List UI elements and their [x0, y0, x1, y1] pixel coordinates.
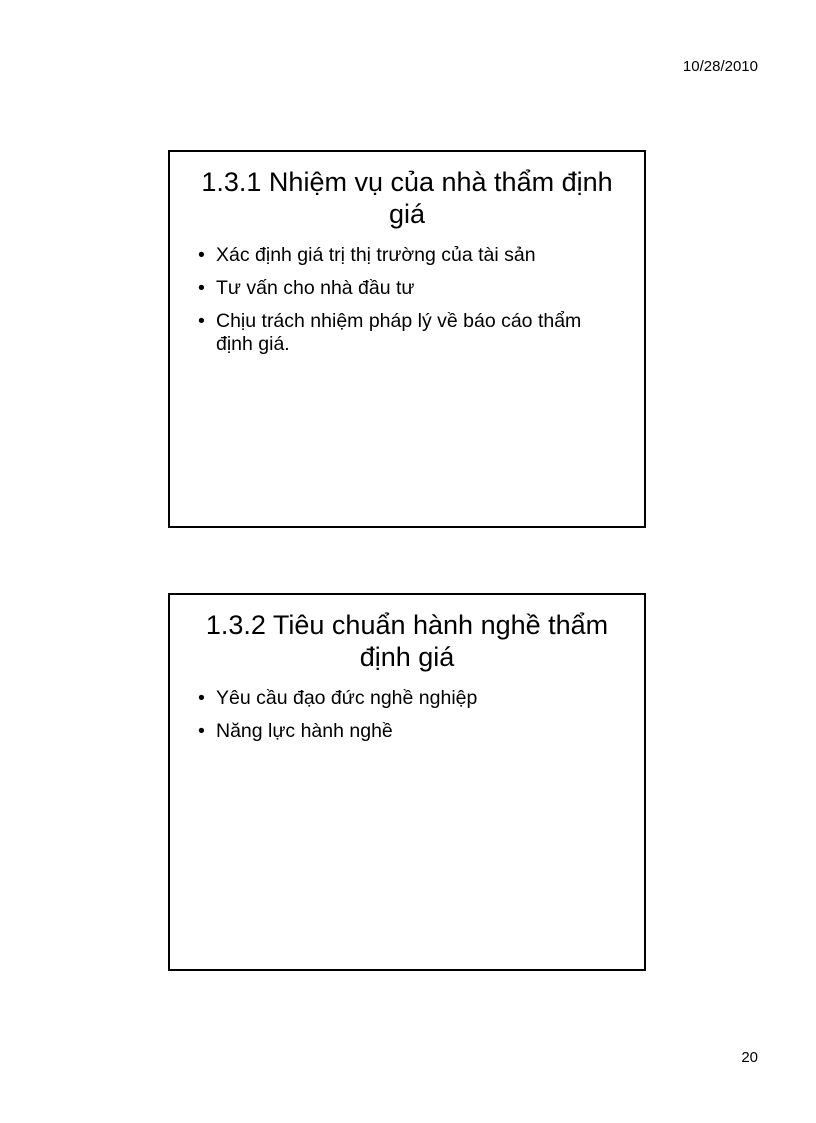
bullet-text: Chịu trách nhiệm pháp lý về báo cáo thẩm định giá.	[216, 310, 582, 355]
slide-title: 1.3.2 Tiêu chuẩn hành nghề thẩm định giá	[205, 610, 609, 672]
slide-title: 1.3.1 Nhiệm vụ của nhà thẩm định giá	[201, 167, 613, 229]
bullet-dot-icon: •	[198, 310, 205, 332]
bullet-list	[170, 687, 644, 743]
bullet-dot-icon: •	[198, 277, 205, 299]
slide-1	[168, 150, 646, 528]
bullet-text: Năng lực hành nghề	[216, 720, 393, 742]
bullet-item	[198, 310, 620, 356]
bullet-text: Xác định giá trị thị trường của tài sản	[216, 244, 536, 266]
bullet-dot-icon: •	[198, 244, 205, 266]
page-date: 10/28/2010	[682, 58, 758, 75]
bullet-dot-icon: •	[198, 720, 205, 742]
bullet-list	[170, 244, 644, 356]
bullet-item	[198, 244, 620, 267]
slide-2	[168, 593, 646, 971]
bullet-text: Yêu cầu đạo đức nghề nghiệp	[216, 687, 478, 709]
bullet-item	[198, 720, 620, 743]
bullet-text: Tư vấn cho nhà đầu tư	[216, 277, 415, 299]
page-number: 20	[741, 1049, 758, 1066]
bullet-item	[198, 687, 620, 710]
bullet-item	[198, 277, 620, 300]
bullet-dot-icon: •	[198, 687, 205, 709]
